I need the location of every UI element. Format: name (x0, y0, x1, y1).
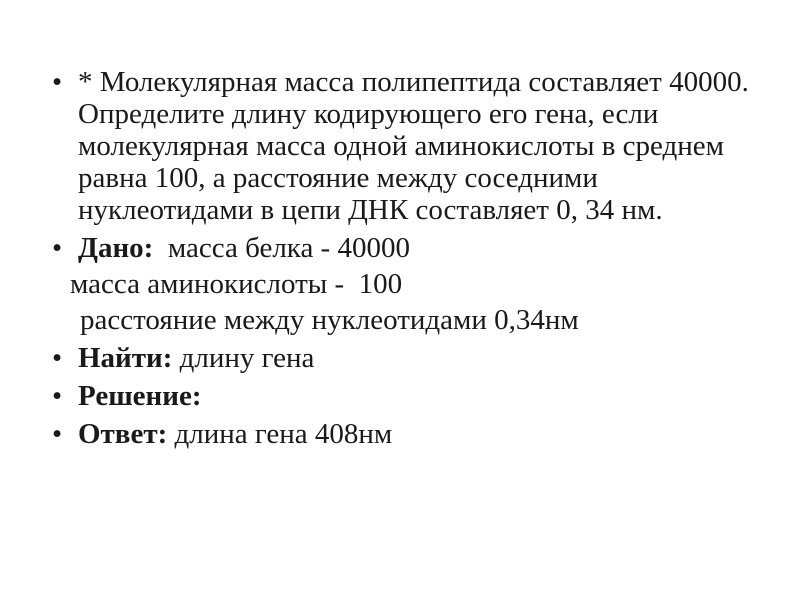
given-nucleotide-distance: расстояние между нуклеотидами 0,34нм (80, 304, 579, 336)
problem-item (52, 66, 752, 226)
bullet-icon: • (52, 418, 63, 450)
bullet-icon: • (52, 232, 63, 264)
given-protein-mass: масса белка - 40000 (153, 232, 410, 264)
answer-label: Ответ: (78, 418, 168, 450)
solution-label: Решение: (78, 380, 202, 412)
bullet-icon: • (52, 66, 63, 98)
find-value: длину гена (172, 342, 315, 374)
given-aminoacid-mass: масса аминокислоты - 100 (70, 268, 403, 300)
solution-item (52, 380, 752, 412)
bullet-icon: • (52, 380, 63, 412)
given-item (52, 232, 752, 264)
slide-content (52, 66, 752, 450)
bullet-icon: • (52, 342, 63, 374)
problem-text: * Молекулярная масса полипептида составляет 40000. Определите длину кодирующего его гена, если молекулярная масса одной аминокислоты в среднем равна 100, а расстояние между соседними нуклеотидами в цепи ДНК составляет 0, 34 нм. (78, 66, 749, 226)
find-label: Найти: (78, 342, 173, 374)
given-label: Дано: (78, 232, 154, 264)
answer-item (52, 418, 752, 450)
answer-value: длина гена 408нм (167, 418, 393, 450)
find-item (52, 342, 752, 374)
